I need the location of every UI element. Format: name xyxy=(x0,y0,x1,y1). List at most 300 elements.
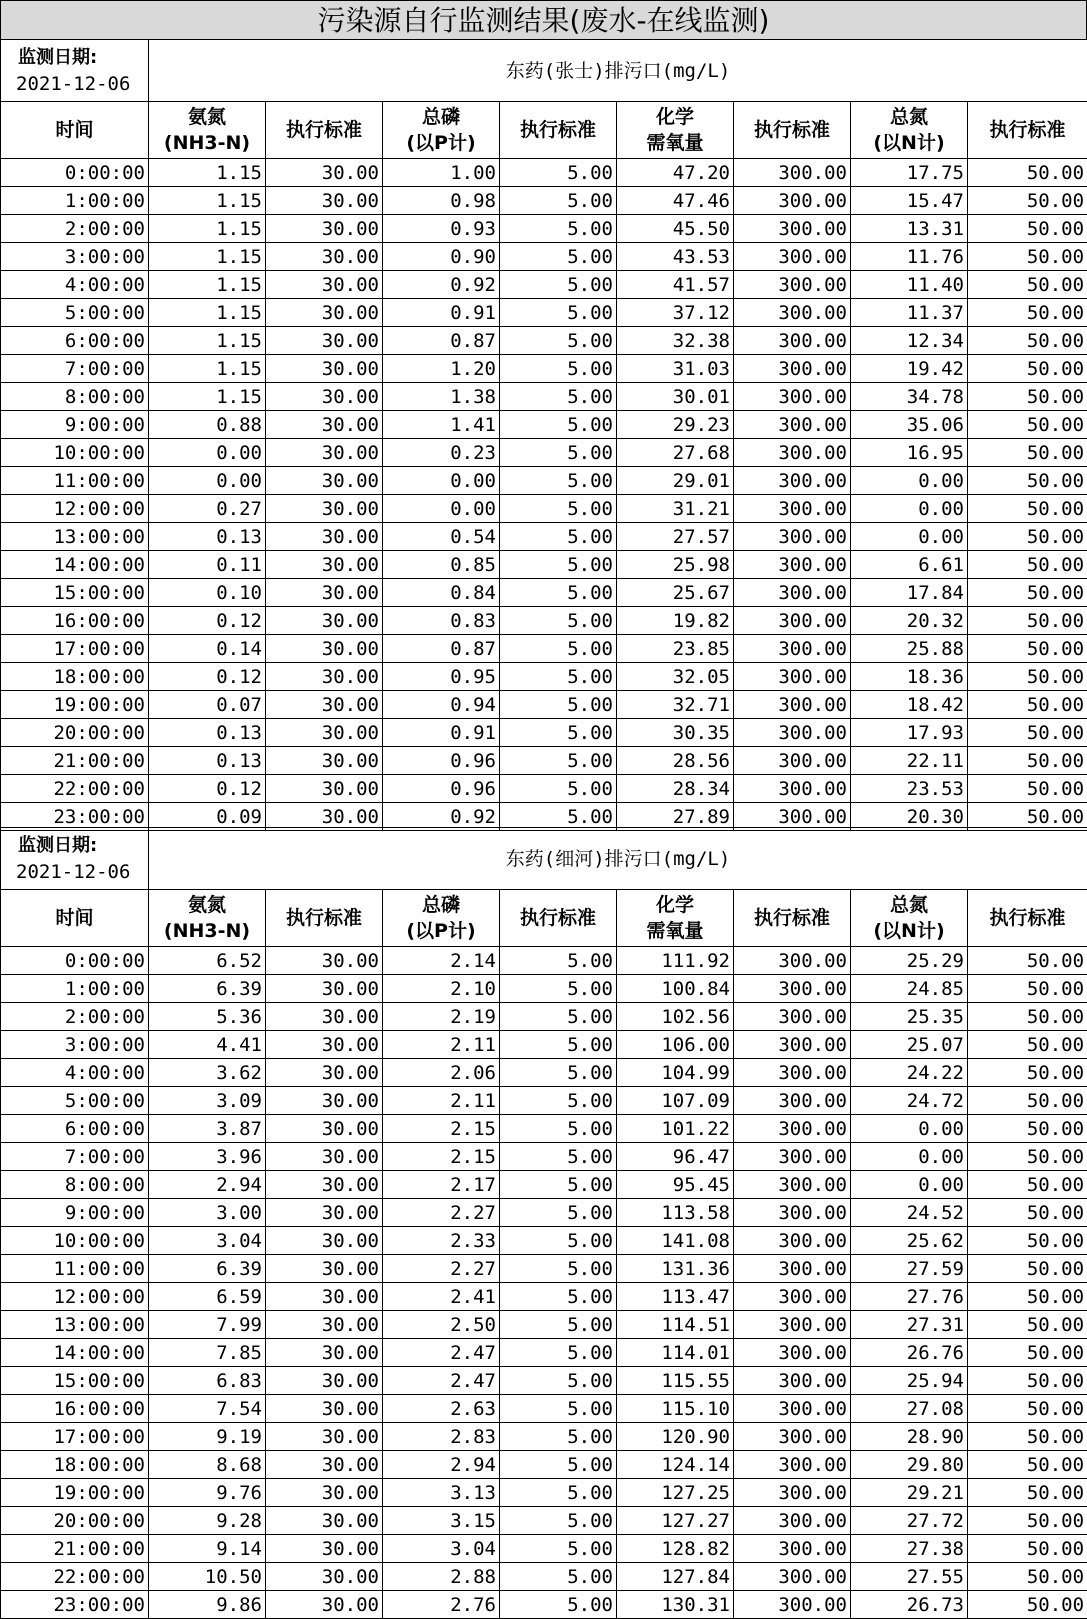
section-header-row xyxy=(1,828,1087,890)
cell-total-nitrogen: 11.76 xyxy=(851,243,968,271)
cell-total-nitrogen: 28.90 xyxy=(851,1423,968,1451)
cell-standard: 30.00 xyxy=(266,1367,383,1395)
cell-cod: 101.22 xyxy=(617,1115,734,1143)
col-header-total-nitrogen-line: 总氮 xyxy=(854,104,964,130)
cell-cod: 28.56 xyxy=(617,747,734,775)
cell-standard: 5.00 xyxy=(500,467,617,495)
cell-cod: 114.01 xyxy=(617,1339,734,1367)
cell-cod: 131.36 xyxy=(617,1255,734,1283)
cell-ammonia: 1.15 xyxy=(149,327,266,355)
cell-cod: 113.47 xyxy=(617,1283,734,1311)
cell-total-phosphorus: 2.27 xyxy=(383,1255,500,1283)
cell-standard: 300.00 xyxy=(734,1003,851,1031)
cell-cod: 27.57 xyxy=(617,523,734,551)
cell-cod: 32.05 xyxy=(617,663,734,691)
cell-total-nitrogen: 35.06 xyxy=(851,411,968,439)
cell-total-phosphorus: 0.95 xyxy=(383,663,500,691)
cell-total-nitrogen: 27.38 xyxy=(851,1535,968,1563)
cell-cod: 115.55 xyxy=(617,1367,734,1395)
col-header-standard: 执行标准 xyxy=(968,890,1087,947)
cell-standard: 50.00 xyxy=(968,975,1087,1003)
cell-standard: 30.00 xyxy=(266,1115,383,1143)
cell-standard: 5.00 xyxy=(500,187,617,215)
cell-standard: 50.00 xyxy=(968,1171,1087,1199)
cell-standard: 50.00 xyxy=(968,215,1087,243)
cell-total-nitrogen: 25.29 xyxy=(851,947,968,975)
cell-time: 19:00:00 xyxy=(1,1479,149,1507)
cell-total-phosphorus: 2.50 xyxy=(383,1311,500,1339)
monitoring-date-cell xyxy=(1,40,149,102)
cell-ammonia: 1.15 xyxy=(149,299,266,327)
cell-time: 20:00:00 xyxy=(1,1507,149,1535)
cell-total-phosphorus: 3.04 xyxy=(383,1535,500,1563)
cell-standard: 300.00 xyxy=(734,495,851,523)
table-row xyxy=(1,159,1087,187)
cell-total-phosphorus: 2.41 xyxy=(383,1283,500,1311)
cell-ammonia: 9.86 xyxy=(149,1591,266,1619)
cell-time: 8:00:00 xyxy=(1,1171,149,1199)
cell-total-nitrogen: 24.72 xyxy=(851,1087,968,1115)
cell-ammonia: 6.39 xyxy=(149,975,266,1003)
table-row xyxy=(1,747,1087,775)
cell-total-nitrogen: 18.36 xyxy=(851,663,968,691)
cell-cod: 127.25 xyxy=(617,1479,734,1507)
col-header-ammonia xyxy=(149,890,266,947)
cell-standard: 300.00 xyxy=(734,1367,851,1395)
cell-total-nitrogen: 0.00 xyxy=(851,523,968,551)
cell-cod: 29.23 xyxy=(617,411,734,439)
cell-standard: 50.00 xyxy=(968,411,1087,439)
cell-standard: 300.00 xyxy=(734,411,851,439)
table-row xyxy=(1,691,1087,719)
cell-standard: 50.00 xyxy=(968,1507,1087,1535)
cell-standard: 5.00 xyxy=(500,523,617,551)
cell-ammonia: 0.12 xyxy=(149,607,266,635)
cell-total-phosphorus: 0.83 xyxy=(383,607,500,635)
cell-cod: 96.47 xyxy=(617,1143,734,1171)
col-header-ammonia-line: (NH3-N) xyxy=(152,130,262,156)
cell-time: 9:00:00 xyxy=(1,1199,149,1227)
cell-ammonia: 0.00 xyxy=(149,467,266,495)
cell-total-phosphorus: 0.00 xyxy=(383,495,500,523)
cell-time: 11:00:00 xyxy=(1,1255,149,1283)
cell-ammonia: 1.15 xyxy=(149,383,266,411)
cell-total-nitrogen: 25.35 xyxy=(851,1003,968,1031)
cell-standard: 50.00 xyxy=(968,271,1087,299)
cell-standard: 50.00 xyxy=(968,1535,1087,1563)
cell-standard: 300.00 xyxy=(734,215,851,243)
cell-time: 0:00:00 xyxy=(1,947,149,975)
cell-time: 9:00:00 xyxy=(1,411,149,439)
cell-ammonia: 1.15 xyxy=(149,215,266,243)
cell-ammonia: 0.14 xyxy=(149,635,266,663)
cell-cod: 28.34 xyxy=(617,775,734,803)
cell-time: 13:00:00 xyxy=(1,523,149,551)
col-header-time: 时间 xyxy=(1,102,149,159)
monitoring-date-cell xyxy=(1,828,149,890)
cell-standard: 30.00 xyxy=(266,1339,383,1367)
cell-time: 18:00:00 xyxy=(1,663,149,691)
cell-standard: 50.00 xyxy=(968,1451,1087,1479)
cell-ammonia: 0.27 xyxy=(149,495,266,523)
col-header-total-nitrogen-line: (以N计) xyxy=(854,918,964,944)
table-row xyxy=(1,1143,1087,1171)
cell-ammonia: 10.50 xyxy=(149,1563,266,1591)
cell-standard: 5.00 xyxy=(500,1199,617,1227)
cell-standard: 5.00 xyxy=(500,1143,617,1171)
table-row xyxy=(1,1199,1087,1227)
cell-ammonia: 0.12 xyxy=(149,663,266,691)
cell-ammonia: 6.39 xyxy=(149,1255,266,1283)
cell-ammonia: 3.87 xyxy=(149,1115,266,1143)
table-row xyxy=(1,1507,1087,1535)
cell-cod: 37.12 xyxy=(617,299,734,327)
col-header-ammonia-line: 氨氮 xyxy=(152,892,262,918)
cell-time: 1:00:00 xyxy=(1,975,149,1003)
col-header-total-phosphorus-line: 总磷 xyxy=(386,104,496,130)
table-row xyxy=(1,663,1087,691)
cell-total-nitrogen: 20.30 xyxy=(851,803,968,831)
cell-total-nitrogen: 11.37 xyxy=(851,299,968,327)
col-header-total-phosphorus-line: 总磷 xyxy=(386,892,496,918)
cell-total-phosphorus: 0.92 xyxy=(383,803,500,831)
cell-standard: 50.00 xyxy=(968,1003,1087,1031)
cell-time: 22:00:00 xyxy=(1,1563,149,1591)
cell-cod: 124.14 xyxy=(617,1451,734,1479)
cell-standard: 50.00 xyxy=(968,439,1087,467)
cell-standard: 30.00 xyxy=(266,271,383,299)
cell-cod: 27.89 xyxy=(617,803,734,831)
cell-standard: 30.00 xyxy=(266,1479,383,1507)
cell-time: 19:00:00 xyxy=(1,691,149,719)
cell-standard: 300.00 xyxy=(734,523,851,551)
cell-standard: 30.00 xyxy=(266,159,383,187)
cell-total-phosphorus: 0.87 xyxy=(383,635,500,663)
cell-cod: 130.31 xyxy=(617,1591,734,1619)
cell-standard: 5.00 xyxy=(500,803,617,831)
cell-ammonia: 5.36 xyxy=(149,1003,266,1031)
cell-total-nitrogen: 22.11 xyxy=(851,747,968,775)
section-header-row xyxy=(1,40,1087,102)
cell-standard: 30.00 xyxy=(266,1227,383,1255)
cell-cod: 23.85 xyxy=(617,635,734,663)
cell-time: 14:00:00 xyxy=(1,1339,149,1367)
cell-ammonia: 9.28 xyxy=(149,1507,266,1535)
cell-ammonia: 3.09 xyxy=(149,1087,266,1115)
cell-standard: 50.00 xyxy=(968,719,1087,747)
table-row xyxy=(1,495,1087,523)
cell-total-phosphorus: 2.19 xyxy=(383,1003,500,1031)
cell-total-nitrogen: 16.95 xyxy=(851,439,968,467)
cell-total-nitrogen: 20.32 xyxy=(851,607,968,635)
cell-cod: 102.56 xyxy=(617,1003,734,1031)
cell-standard: 50.00 xyxy=(968,383,1087,411)
cell-standard: 50.00 xyxy=(968,1311,1087,1339)
cell-time: 5:00:00 xyxy=(1,1087,149,1115)
cell-total-phosphorus: 2.17 xyxy=(383,1171,500,1199)
cell-total-phosphorus: 2.47 xyxy=(383,1339,500,1367)
col-header-total-nitrogen-line: (以N计) xyxy=(854,130,964,156)
cell-standard: 50.00 xyxy=(968,495,1087,523)
cell-time: 0:00:00 xyxy=(1,159,149,187)
col-header-ammonia-line: (NH3-N) xyxy=(152,918,262,944)
cell-standard: 300.00 xyxy=(734,663,851,691)
table-row xyxy=(1,1395,1087,1423)
cell-standard: 30.00 xyxy=(266,327,383,355)
cell-time: 2:00:00 xyxy=(1,1003,149,1031)
cell-standard: 5.00 xyxy=(500,1591,617,1619)
cell-standard: 30.00 xyxy=(266,747,383,775)
table-row xyxy=(1,1255,1087,1283)
cell-ammonia: 3.04 xyxy=(149,1227,266,1255)
cell-standard: 5.00 xyxy=(500,747,617,775)
cell-standard: 300.00 xyxy=(734,1479,851,1507)
cell-standard: 5.00 xyxy=(500,1059,617,1087)
cell-standard: 30.00 xyxy=(266,1171,383,1199)
cell-ammonia: 7.85 xyxy=(149,1339,266,1367)
cell-cod: 95.45 xyxy=(617,1171,734,1199)
col-header-total-nitrogen xyxy=(851,102,968,159)
cell-standard: 30.00 xyxy=(266,975,383,1003)
table-row xyxy=(1,1311,1087,1339)
cell-total-phosphorus: 3.13 xyxy=(383,1479,500,1507)
table-row xyxy=(1,327,1087,355)
cell-standard: 50.00 xyxy=(968,1199,1087,1227)
cell-time: 17:00:00 xyxy=(1,1423,149,1451)
cell-standard: 30.00 xyxy=(266,635,383,663)
cell-standard: 50.00 xyxy=(968,1143,1087,1171)
cell-total-nitrogen: 34.78 xyxy=(851,383,968,411)
cell-cod: 100.84 xyxy=(617,975,734,1003)
cell-standard: 50.00 xyxy=(968,747,1087,775)
cell-standard: 300.00 xyxy=(734,1283,851,1311)
cell-ammonia: 6.59 xyxy=(149,1283,266,1311)
cell-standard: 300.00 xyxy=(734,775,851,803)
table-row xyxy=(1,215,1087,243)
cell-standard: 50.00 xyxy=(968,1423,1087,1451)
table-row xyxy=(1,1087,1087,1115)
cell-ammonia: 3.96 xyxy=(149,1143,266,1171)
cell-time: 10:00:00 xyxy=(1,439,149,467)
col-header-total-phosphorus-line: (以P计) xyxy=(386,130,496,156)
outlet-title: 东药(张士)排污口(mg/L) xyxy=(149,40,1087,102)
cell-standard: 30.00 xyxy=(266,1395,383,1423)
cell-total-phosphorus: 2.11 xyxy=(383,1087,500,1115)
cell-total-nitrogen: 27.76 xyxy=(851,1283,968,1311)
cell-standard: 300.00 xyxy=(734,1339,851,1367)
cell-standard: 300.00 xyxy=(734,607,851,635)
cell-standard: 5.00 xyxy=(500,551,617,579)
col-header-standard: 执行标准 xyxy=(968,102,1087,159)
cell-standard: 5.00 xyxy=(500,1255,617,1283)
cell-time: 1:00:00 xyxy=(1,187,149,215)
cell-standard: 5.00 xyxy=(500,607,617,635)
cell-total-nitrogen: 24.22 xyxy=(851,1059,968,1087)
cell-standard: 5.00 xyxy=(500,1367,617,1395)
cell-cod: 25.98 xyxy=(617,551,734,579)
cell-total-nitrogen: 25.94 xyxy=(851,1367,968,1395)
cell-time: 7:00:00 xyxy=(1,1143,149,1171)
cell-cod: 127.84 xyxy=(617,1563,734,1591)
table-row xyxy=(1,719,1087,747)
cell-ammonia: 0.07 xyxy=(149,691,266,719)
cell-standard: 300.00 xyxy=(734,1031,851,1059)
cell-total-nitrogen: 15.47 xyxy=(851,187,968,215)
cell-standard: 5.00 xyxy=(500,1535,617,1563)
cell-ammonia: 0.11 xyxy=(149,551,266,579)
table-row xyxy=(1,1031,1087,1059)
cell-standard: 300.00 xyxy=(734,1563,851,1591)
cell-standard: 50.00 xyxy=(968,635,1087,663)
table-row xyxy=(1,1227,1087,1255)
cell-standard: 300.00 xyxy=(734,1423,851,1451)
cell-standard: 30.00 xyxy=(266,803,383,831)
table-row xyxy=(1,1059,1087,1087)
table-row xyxy=(1,439,1087,467)
cell-cod: 27.68 xyxy=(617,439,734,467)
cell-standard: 300.00 xyxy=(734,551,851,579)
cell-total-nitrogen: 0.00 xyxy=(851,495,968,523)
col-header-time: 时间 xyxy=(1,890,149,947)
cell-standard: 5.00 xyxy=(500,439,617,467)
cell-time: 3:00:00 xyxy=(1,1031,149,1059)
cell-ammonia: 8.68 xyxy=(149,1451,266,1479)
cell-standard: 50.00 xyxy=(968,1255,1087,1283)
cell-cod: 113.58 xyxy=(617,1199,734,1227)
cell-standard: 50.00 xyxy=(968,607,1087,635)
cell-standard: 50.00 xyxy=(968,1087,1087,1115)
table-row xyxy=(1,1115,1087,1143)
table-row xyxy=(1,635,1087,663)
column-header-row xyxy=(1,102,1087,159)
cell-cod: 45.50 xyxy=(617,215,734,243)
cell-standard: 300.00 xyxy=(734,327,851,355)
cell-standard: 5.00 xyxy=(500,719,617,747)
cell-standard: 30.00 xyxy=(266,187,383,215)
cell-total-nitrogen: 25.62 xyxy=(851,1227,968,1255)
cell-standard: 30.00 xyxy=(266,495,383,523)
cell-cod: 30.01 xyxy=(617,383,734,411)
cell-standard: 300.00 xyxy=(734,579,851,607)
cell-ammonia: 6.83 xyxy=(149,1367,266,1395)
cell-total-nitrogen: 26.76 xyxy=(851,1339,968,1367)
cell-standard: 5.00 xyxy=(500,495,617,523)
cell-total-phosphorus: 2.06 xyxy=(383,1059,500,1087)
table-row xyxy=(1,775,1087,803)
cell-total-phosphorus: 2.76 xyxy=(383,1591,500,1619)
cell-time: 13:00:00 xyxy=(1,1311,149,1339)
cell-standard: 300.00 xyxy=(734,1059,851,1087)
cell-standard: 30.00 xyxy=(266,663,383,691)
col-header-standard: 执行标准 xyxy=(734,890,851,947)
cell-standard: 50.00 xyxy=(968,159,1087,187)
cell-total-phosphorus: 0.54 xyxy=(383,523,500,551)
cell-total-nitrogen: 27.08 xyxy=(851,1395,968,1423)
cell-time: 14:00:00 xyxy=(1,551,149,579)
table-row xyxy=(1,271,1087,299)
cell-standard: 30.00 xyxy=(266,1535,383,1563)
cell-standard: 30.00 xyxy=(266,1507,383,1535)
cell-total-phosphorus: 2.94 xyxy=(383,1451,500,1479)
cell-ammonia: 1.15 xyxy=(149,159,266,187)
cell-total-phosphorus: 2.14 xyxy=(383,947,500,975)
cell-standard: 30.00 xyxy=(266,299,383,327)
cell-standard: 5.00 xyxy=(500,1339,617,1367)
cell-total-nitrogen: 18.42 xyxy=(851,691,968,719)
cell-total-phosphorus: 0.00 xyxy=(383,467,500,495)
cell-total-phosphorus: 0.96 xyxy=(383,747,500,775)
cell-standard: 30.00 xyxy=(266,1003,383,1031)
cell-standard: 50.00 xyxy=(968,1479,1087,1507)
cell-cod: 114.51 xyxy=(617,1311,734,1339)
cell-standard: 5.00 xyxy=(500,1479,617,1507)
cell-standard: 300.00 xyxy=(734,803,851,831)
cell-standard: 5.00 xyxy=(500,1031,617,1059)
cell-cod: 29.01 xyxy=(617,467,734,495)
cell-standard: 300.00 xyxy=(734,1311,851,1339)
cell-total-phosphorus: 0.91 xyxy=(383,299,500,327)
col-header-cod xyxy=(617,102,734,159)
cell-standard: 30.00 xyxy=(266,1255,383,1283)
cell-total-phosphorus: 0.85 xyxy=(383,551,500,579)
cell-total-phosphorus: 1.00 xyxy=(383,159,500,187)
cell-total-phosphorus: 2.63 xyxy=(383,1395,500,1423)
table-row xyxy=(1,1451,1087,1479)
cell-cod: 30.35 xyxy=(617,719,734,747)
cell-standard: 5.00 xyxy=(500,1283,617,1311)
cell-total-nitrogen: 11.40 xyxy=(851,271,968,299)
cell-total-nitrogen: 0.00 xyxy=(851,1143,968,1171)
cell-time: 15:00:00 xyxy=(1,579,149,607)
cell-total-nitrogen: 25.88 xyxy=(851,635,968,663)
cell-ammonia: 7.99 xyxy=(149,1311,266,1339)
table-row xyxy=(1,1003,1087,1031)
cell-cod: 31.03 xyxy=(617,355,734,383)
col-header-cod-line: 需氧量 xyxy=(620,130,730,156)
cell-standard: 5.00 xyxy=(500,947,617,975)
cell-total-phosphorus: 2.88 xyxy=(383,1563,500,1591)
cell-ammonia: 0.10 xyxy=(149,579,266,607)
cell-time: 3:00:00 xyxy=(1,243,149,271)
cell-standard: 50.00 xyxy=(968,1031,1087,1059)
cell-time: 17:00:00 xyxy=(1,635,149,663)
cell-total-nitrogen: 0.00 xyxy=(851,467,968,495)
cell-standard: 50.00 xyxy=(968,1395,1087,1423)
cell-cod: 32.38 xyxy=(617,327,734,355)
cell-standard: 30.00 xyxy=(266,691,383,719)
cell-standard: 300.00 xyxy=(734,159,851,187)
cell-standard: 5.00 xyxy=(500,1451,617,1479)
monitoring-table-zhangshi xyxy=(0,39,1087,831)
cell-standard: 50.00 xyxy=(968,1563,1087,1591)
cell-standard: 5.00 xyxy=(500,1507,617,1535)
cell-time: 16:00:00 xyxy=(1,607,149,635)
cell-standard: 300.00 xyxy=(734,1591,851,1619)
cell-standard: 300.00 xyxy=(734,1255,851,1283)
cell-total-nitrogen: 6.61 xyxy=(851,551,968,579)
cell-standard: 30.00 xyxy=(266,1031,383,1059)
cell-standard: 50.00 xyxy=(968,1283,1087,1311)
cell-standard: 5.00 xyxy=(500,299,617,327)
cell-cod: 25.67 xyxy=(617,579,734,607)
cell-time: 4:00:00 xyxy=(1,271,149,299)
table-row xyxy=(1,1283,1087,1311)
cell-standard: 300.00 xyxy=(734,1143,851,1171)
cell-cod: 43.53 xyxy=(617,243,734,271)
cell-total-nitrogen: 26.73 xyxy=(851,1591,968,1619)
cell-standard: 30.00 xyxy=(266,1591,383,1619)
cell-standard: 5.00 xyxy=(500,579,617,607)
